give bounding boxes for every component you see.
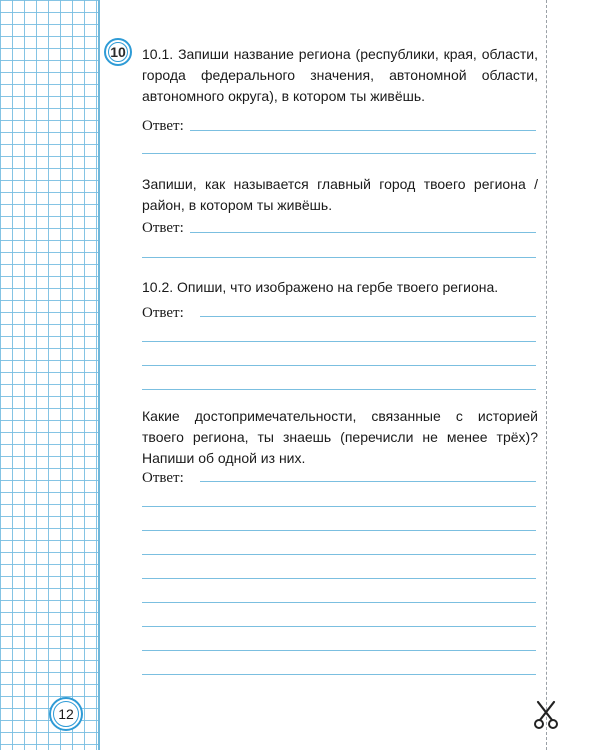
page-number: 12 [58, 706, 74, 722]
answer-line[interactable] [200, 481, 536, 482]
answer-line[interactable] [142, 506, 536, 507]
answer-line[interactable] [142, 674, 536, 675]
answer-label: Ответ: [142, 118, 184, 134]
answer-line[interactable] [142, 602, 536, 603]
cut-line [546, 0, 547, 750]
answer-line[interactable] [142, 341, 536, 342]
question-10-1: 10.1. Запиши название региона (республики, края, области, города федерального значения, автономной области, автономного округа), в котором ты живёшь. [142, 46, 538, 104]
scissors-icon [532, 700, 560, 730]
answer-line[interactable] [142, 554, 536, 555]
answer-line[interactable] [190, 232, 536, 233]
answer-label: Ответ: [142, 470, 184, 486]
answer-line[interactable] [142, 153, 536, 154]
answer-line[interactable] [142, 257, 536, 258]
task-number: 10 [110, 44, 126, 60]
task-number-badge [104, 38, 132, 66]
answer-line[interactable] [142, 578, 536, 579]
margin-border [98, 0, 100, 750]
page-number-badge [49, 697, 83, 731]
question-10-2: 10.2. Опиши, что изображено на гербе твоего региона. [142, 279, 499, 295]
answer-line[interactable] [142, 650, 536, 651]
grid-margin [0, 0, 98, 750]
question-landmarks: Какие достопримечательности, связанные с историей твоего региона, ты знаешь (перечисли не менее трёх)? Напиши об одной из них. [142, 408, 538, 466]
answer-line[interactable] [142, 530, 536, 531]
question-main-city: Запиши, как называется главный город твоего региона / район, в котором ты живёшь. [142, 176, 538, 213]
answer-label: Ответ: [142, 220, 184, 236]
answer-label: Ответ: [142, 305, 184, 321]
answer-line[interactable] [200, 316, 536, 317]
answer-line[interactable] [142, 626, 536, 627]
answer-line[interactable] [190, 130, 536, 131]
answer-line[interactable] [142, 389, 536, 390]
answer-line[interactable] [142, 365, 536, 366]
